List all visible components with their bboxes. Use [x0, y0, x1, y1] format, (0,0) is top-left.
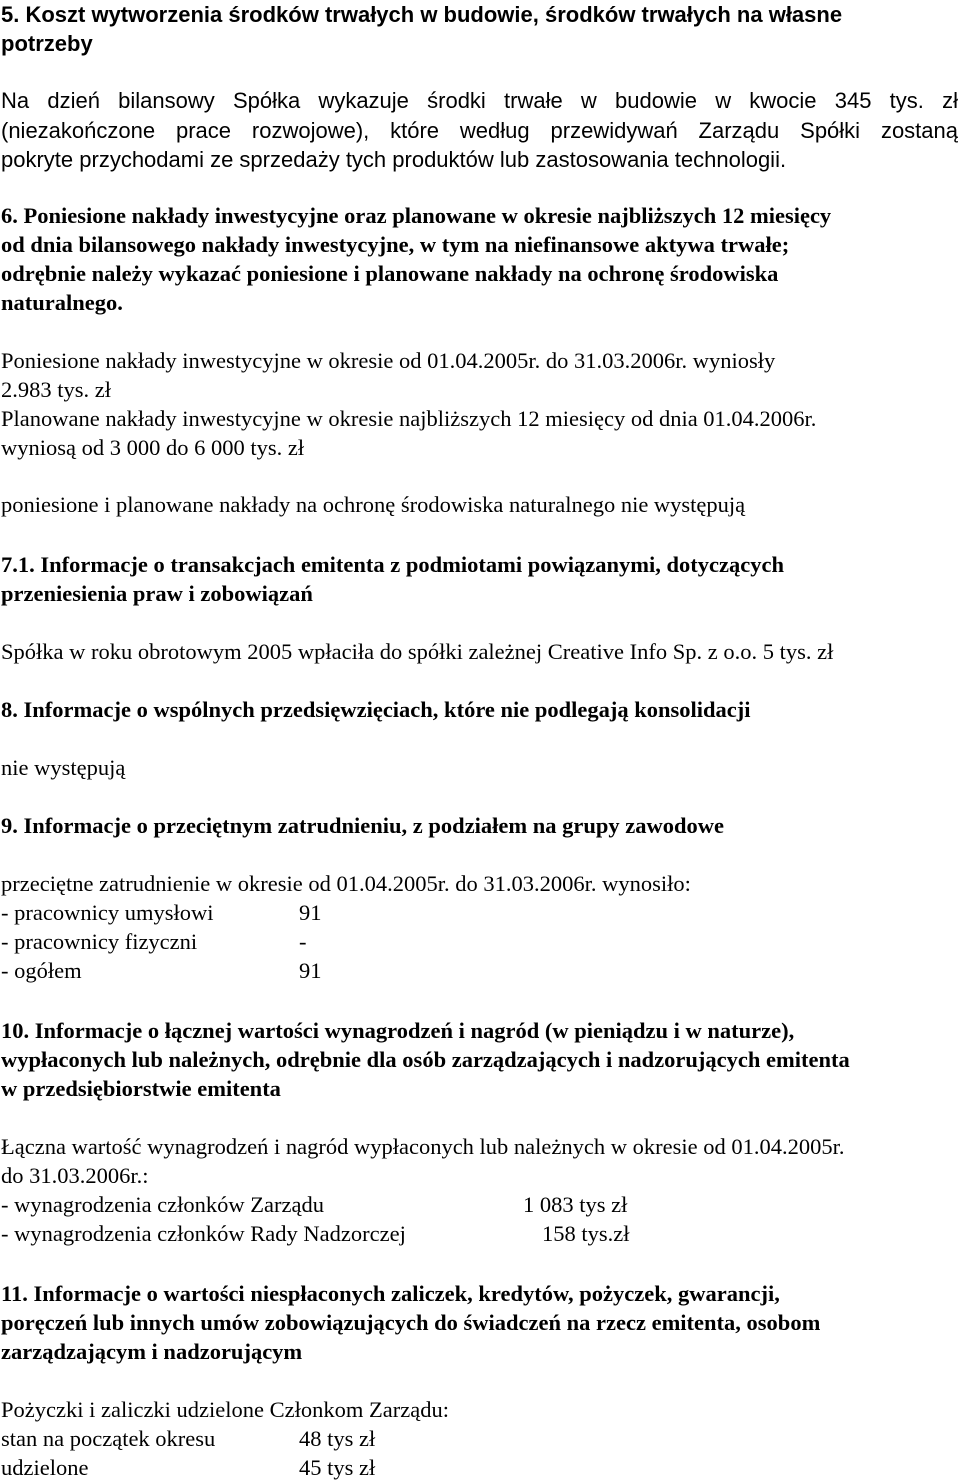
- employment-row-value: 91: [299, 900, 322, 925]
- section-5-heading-line-1: 5. Koszt wytworzenia środków trwałych w budowie, środków trwałych na własne: [1, 2, 843, 27]
- section-6-body-line-2: 2.983 tys. zł: [1, 377, 111, 402]
- section-10-heading-line-1: 10. Informacje o łącznej wartości wynagrodzeń i nagród (w pieniądzu i w naturze),: [1, 1018, 795, 1043]
- employment-row: [1, 929, 307, 955]
- section-5-body-line-2-wrap: [1, 118, 958, 144]
- loan-row: [1, 1455, 376, 1481]
- employment-row-label: - ogółem: [1, 958, 82, 983]
- loan-row-label: udzielone: [1, 1455, 89, 1480]
- section-10-heading-line-2: wypłaconych lub należnych, odrębnie dla osób zarządzających i nadzorujących emitenta: [1, 1047, 850, 1072]
- section-7-1-heading-line-1: 7.1. Informacje o transakcjach emitenta z podmiotami powiązanymi, dotyczących: [1, 552, 785, 577]
- remuneration-row-label: - wynagrodzenia członków Rady Nadzorczej: [1, 1221, 406, 1246]
- section-8-heading: 8. Informacje o wspólnych przedsięwzięciach, które nie podlegają konsolidacji: [1, 697, 751, 722]
- section-6-heading-line-2: od dnia bilansowego nakłady inwestycyjne, w tym na niefinansowe aktywa trwałe;: [1, 232, 790, 257]
- section-8-body: nie występują: [1, 755, 126, 780]
- loan-row: [1, 1426, 376, 1452]
- section-5-body-line-3: pokryte przychodami ze sprzedaży tych produktów lub zastosowania technologii.: [1, 147, 787, 172]
- remuneration-row: [1, 1221, 630, 1247]
- section-11-heading-line-2: poręczeń lub innych umów zobowiązujących do świadczeń na rzecz emitenta, osobom: [1, 1310, 821, 1335]
- section-9-body-line-1: przeciętne zatrudnienie w okresie od 01.04.2005r. do 31.03.2006r. wynosiło:: [1, 871, 691, 896]
- remuneration-row-label: - wynagrodzenia członków Zarządu: [1, 1192, 324, 1217]
- section-5-body-line-1: Na dzień bilansowy Spółka wykazuje środki trwałe w budowie w kwocie 345 tys. zł: [1, 88, 958, 113]
- section-6-body-line-4: wyniosą od 3 000 do 6 000 tys. zł: [1, 435, 305, 460]
- section-5-heading-line-2: potrzeby: [1, 31, 93, 56]
- section-6-body-line-3: Planowane nakłady inwestycyjne w okresie najbliższych 12 miesięcy od dnia 01.04.2006r.: [1, 406, 817, 431]
- section-10-body-line-1: Łączna wartość wynagrodzeń i nagród wypłaconych lub należnych w okresie od 01.04.2005r.: [1, 1134, 845, 1159]
- section-7-1-body-line-1: Spółka w roku obrotowym 2005 wpłaciła do spółki zależnej Creative Info Sp. z o.o. 5 tys. zł: [1, 639, 834, 664]
- section-11-heading-line-3: zarządzającym i nadzorującym: [1, 1339, 303, 1364]
- employment-row: [1, 958, 322, 984]
- section-10-heading-line-3: w przedsiębiorstwie emitenta: [1, 1076, 281, 1101]
- section-9-heading: 9. Informacje o przeciętnym zatrudnieniu, z podziałem na grupy zawodowe: [1, 813, 725, 838]
- loan-row-label: stan na początek okresu: [1, 1426, 216, 1451]
- section-6-body-line-5: poniesione i planowane nakłady na ochronę środowiska naturalnego nie występują: [1, 492, 746, 517]
- loan-row-value: 48 tys zł: [299, 1426, 376, 1451]
- employment-row-label: - pracownicy fizyczni: [1, 929, 198, 954]
- section-6-body-line-1: Poniesione nakłady inwestycyjne w okresie od 01.04.2005r. do 31.03.2006r. wyniosły: [1, 348, 776, 373]
- section-10-body-line-2: do 31.03.2006r.:: [1, 1163, 149, 1188]
- remuneration-row: [1, 1192, 628, 1218]
- section-6-heading-line-4: naturalnego.: [1, 290, 123, 315]
- loan-row-value: 45 tys zł: [299, 1455, 376, 1480]
- section-7-1-heading-line-2: przeniesienia praw i zobowiązań: [1, 581, 313, 606]
- section-6-heading-line-3: odrębnie należy wykazać poniesione i planowane nakłady na ochronę środowiska: [1, 261, 779, 286]
- employment-row-label: - pracownicy umysłowi: [1, 900, 214, 925]
- employment-row-value: -: [299, 929, 307, 954]
- section-6-heading-line-1: 6. Poniesione nakłady inwestycyjne oraz planowane w okresie najbliższych 12 miesięcy: [1, 203, 832, 228]
- remuneration-row-value: 1 083 tys zł: [523, 1192, 628, 1217]
- remuneration-row-value: 158 tys.zł: [542, 1221, 630, 1246]
- employment-row-value: 91: [299, 958, 322, 983]
- section-5-body-line-2: (niezakończone prace rozwojowe), które według przewidywań Zarządu Spółki zostaną: [1, 118, 958, 143]
- employment-row: [1, 900, 322, 926]
- section-5-body-line-1-wrap: [1, 88, 958, 114]
- section-11-body-line-1: Pożyczki i zaliczki udzielone Członkom Zarządu:: [1, 1397, 449, 1422]
- section-11-heading-line-1: 11. Informacje o wartości niespłaconych zaliczek, kredytów, pożyczek, gwarancji,: [1, 1281, 780, 1306]
